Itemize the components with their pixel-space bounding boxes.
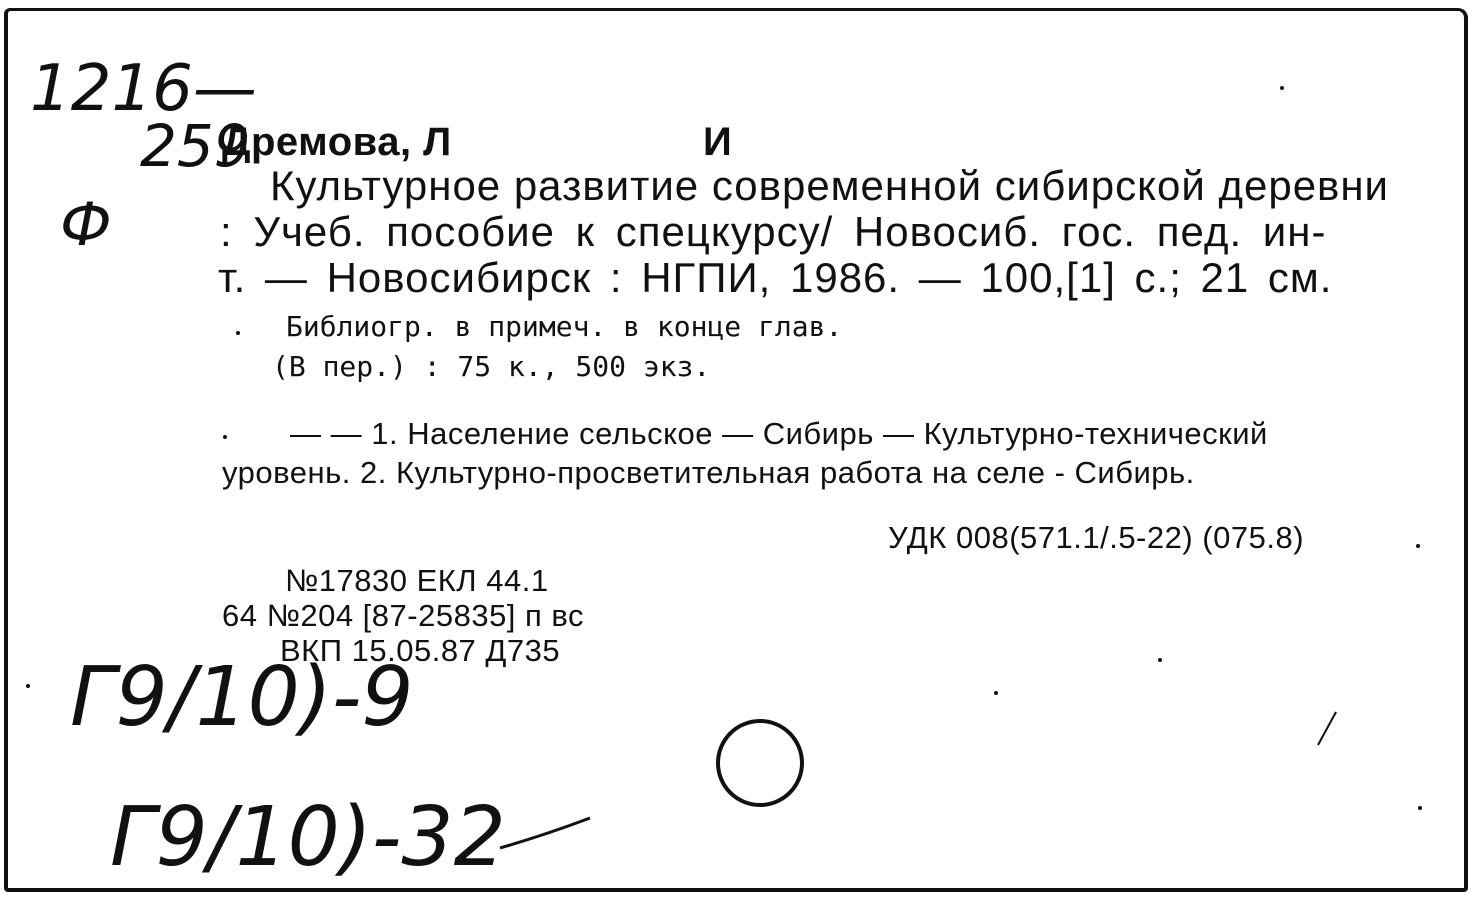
handwritten-code-2: Г9/10)-32	[110, 790, 506, 885]
author-name: Дремова, Л	[222, 120, 452, 164]
title-line-3: т. — Новосибирск : НГПИ, 1986. — 100,[1] с.; 21 см.	[218, 254, 1333, 301]
title-line-2: : Учеб. пособие к спецкурсу/ Новосиб. гос. пед. ин-	[220, 208, 1327, 255]
title-line-1: Культурное развитие современной сибирской деревни	[270, 162, 1390, 209]
bibliography-note: Библиогр. в примеч. в конце глав.	[286, 310, 843, 343]
author-initial: И	[703, 120, 733, 164]
registration-code-2: 64 №204 [87-25835] п вс	[222, 598, 585, 633]
registration-code-3: ВКП 15.05.87 Д735	[280, 633, 561, 668]
handwritten-shelf-mark-bottom: 259	[140, 112, 251, 180]
udk-classification: УДК 008(571.1/.5-22) (075.8)	[888, 520, 1305, 555]
subject-headings-line-1: — — 1. Население сельское — Сибирь — Культурно-технический	[290, 416, 1268, 451]
price-note: (В пер.) : 75 к., 500 экз.	[272, 350, 711, 383]
handwritten-code-1: Г9/10)-9	[70, 650, 414, 745]
registration-code-1: №17830 ЕКЛ 44.1	[285, 563, 549, 598]
handwritten-shelf-mark-top: 1216—	[30, 52, 257, 126]
subject-headings-line-2: уровень. 2. Культурно-просветительная работа на селе - Сибирь.	[222, 455, 1195, 490]
handwritten-letter-f: Ф	[60, 190, 112, 260]
